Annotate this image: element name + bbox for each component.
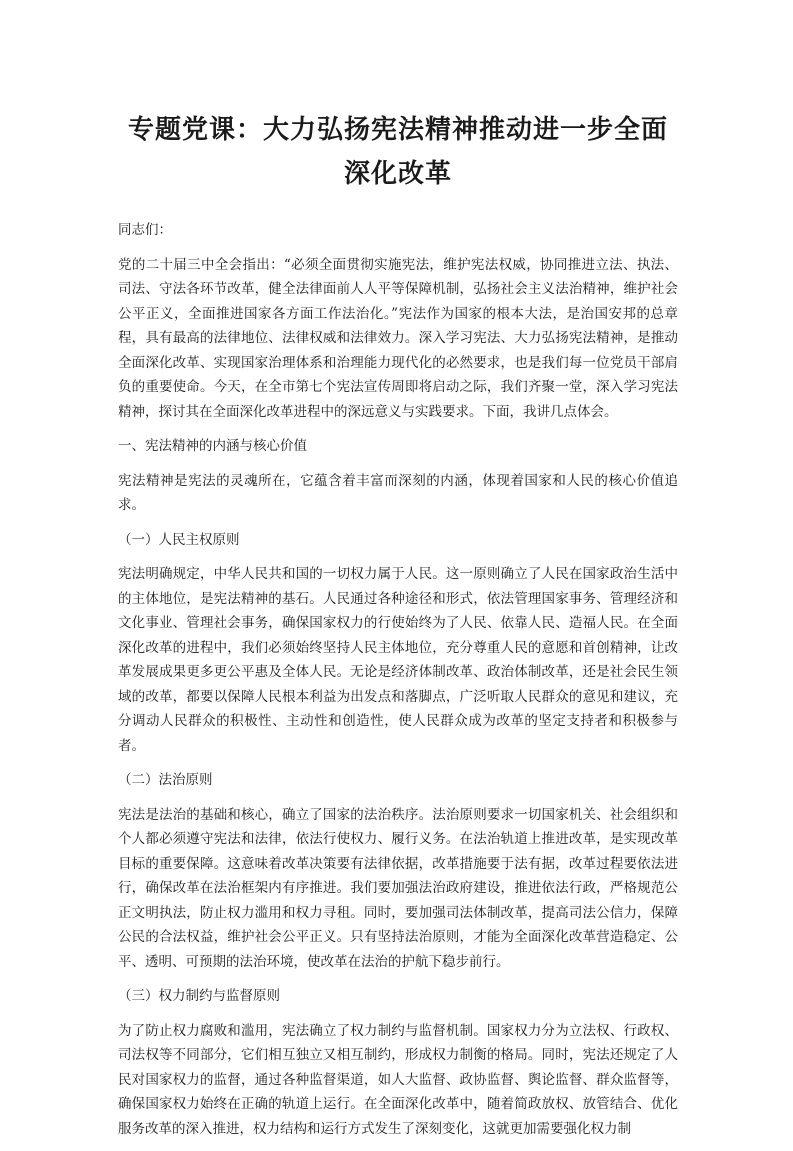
subsection-body-power-supervision: 为了防止权力腐败和滥用，宪法确立了权力制约与监督机制。国家权力分为立法权、行政权、司法权等不同部分，它们相互独立又相互制约，形成权力制衡的格局。同时，宪法还规定了人民对国家权力的监督，通过各种监督渠道，如人大监督、政协监督、舆论监督、群众监督等，确保国家权力始终在正确的轨道上运行。在全面深化改革中，随着简政放权、放管结合、优化服务改革的深入推进，权力结构和运行方式发生了深刻变化，这就更加需要强化权力制 bbox=[118, 1022, 678, 1137]
intro-paragraph: 党的二十届三中全会指出：“必须全面贯彻实施宪法，维护宪法权威，协同推进立法、执法、司法、守法各环节改革，健全法律面前人人平等保障机制，弘扬社会主义法治精神，维护社会公平正义，全面推进国家各方面工作法治化。”宪法作为国家的根本大法，是治国安邦的总章程，具有最高的法律地位、法律权威和法律效力。深入学习宪法、大力弘扬宪法精神，是推动全面深化改革、实现国家治理体系和治理能力现代化的必然要求，也是我们每一位党员干部肩负的重要使命。今天，在全市第七个宪法宣传周即将启动之际，我们齐聚一堂，深入学习宪法精神，探讨其在全面深化改革进程中的深远意义与实践要求。下面，我讲几点体会。 bbox=[118, 256, 678, 420]
section-heading: 一、宪法精神的内涵与核心价值 bbox=[118, 438, 307, 454]
subsection-heading-power-supervision: （三）权力制约与监督原则 bbox=[118, 988, 280, 1004]
section-intro-paragraph: 宪法精神是宪法的灵魂所在，它蕴含着丰富而深刻的内涵，体现着国家和人民的核心价值追求。 bbox=[118, 472, 678, 513]
subsection-heading-rule-of-law: （二）法治原则 bbox=[118, 772, 213, 788]
subsection-body-people-sovereignty: 宪法明确规定，中华人民共和国的一切权力属于人民。这一原则确立了人民在国家政治生活中的主体地位，是宪法精神的基石。人民通过各种途径和形式，依法管理国家事务、管理经济和文化事业、管理社会事务，确保国家权力的行使始终为了人民、依靠人民、造福人民。在全面深化改革的进程中，我们必须始终坚持人民主体地位，充分尊重人民的意愿和首创精神，让改革发展成果更多更公平惠及全体人民。无论是经济体制改革、政治体制改革，还是社会民生领域的改革，都要以保障人民根本利益为出发点和落脚点，广泛听取人民群众的意见和建议，充分调动人民群众的积极性、主动性和创造性，使人民群众成为改革的坚定支持者和积极参与者。 bbox=[118, 566, 678, 754]
salutation: 同志们： bbox=[118, 222, 172, 238]
subsection-body-rule-of-law: 宪法是法治的基础和核心，确立了国家的法治秩序。法治原则要求一切国家机关、社会组织和个人都必须遵守宪法和法律，依法行使权力、履行义务。在法治轨道上推进改革，是实现改革目标的重要保障。这意味着改革决策要有法律依据，改革措施要于法有据，改革过程要依法进行，确保改革在法治框架内有序推进。我们要加强法治政府建设，推进依法行政，严格规范公正文明执法，防止权力滥用和权力寻租。同时，要加强司法体制改革，提高司法公信力，保障公民的合法权益，维护社会公平正义。只有坚持法治原则，才能为全面深化改革营造稳定、公平、透明、可预期的法治环境，使改革在法治的护航下稳步前行。 bbox=[118, 806, 678, 970]
document-title: 专题党课：大力弘扬宪法精神推动进一步全面深化改革 bbox=[127, 115, 668, 189]
subsection-heading-people-sovereignty: （一）人民主权原则 bbox=[118, 531, 240, 548]
document-page bbox=[118, 108, 678, 1151]
